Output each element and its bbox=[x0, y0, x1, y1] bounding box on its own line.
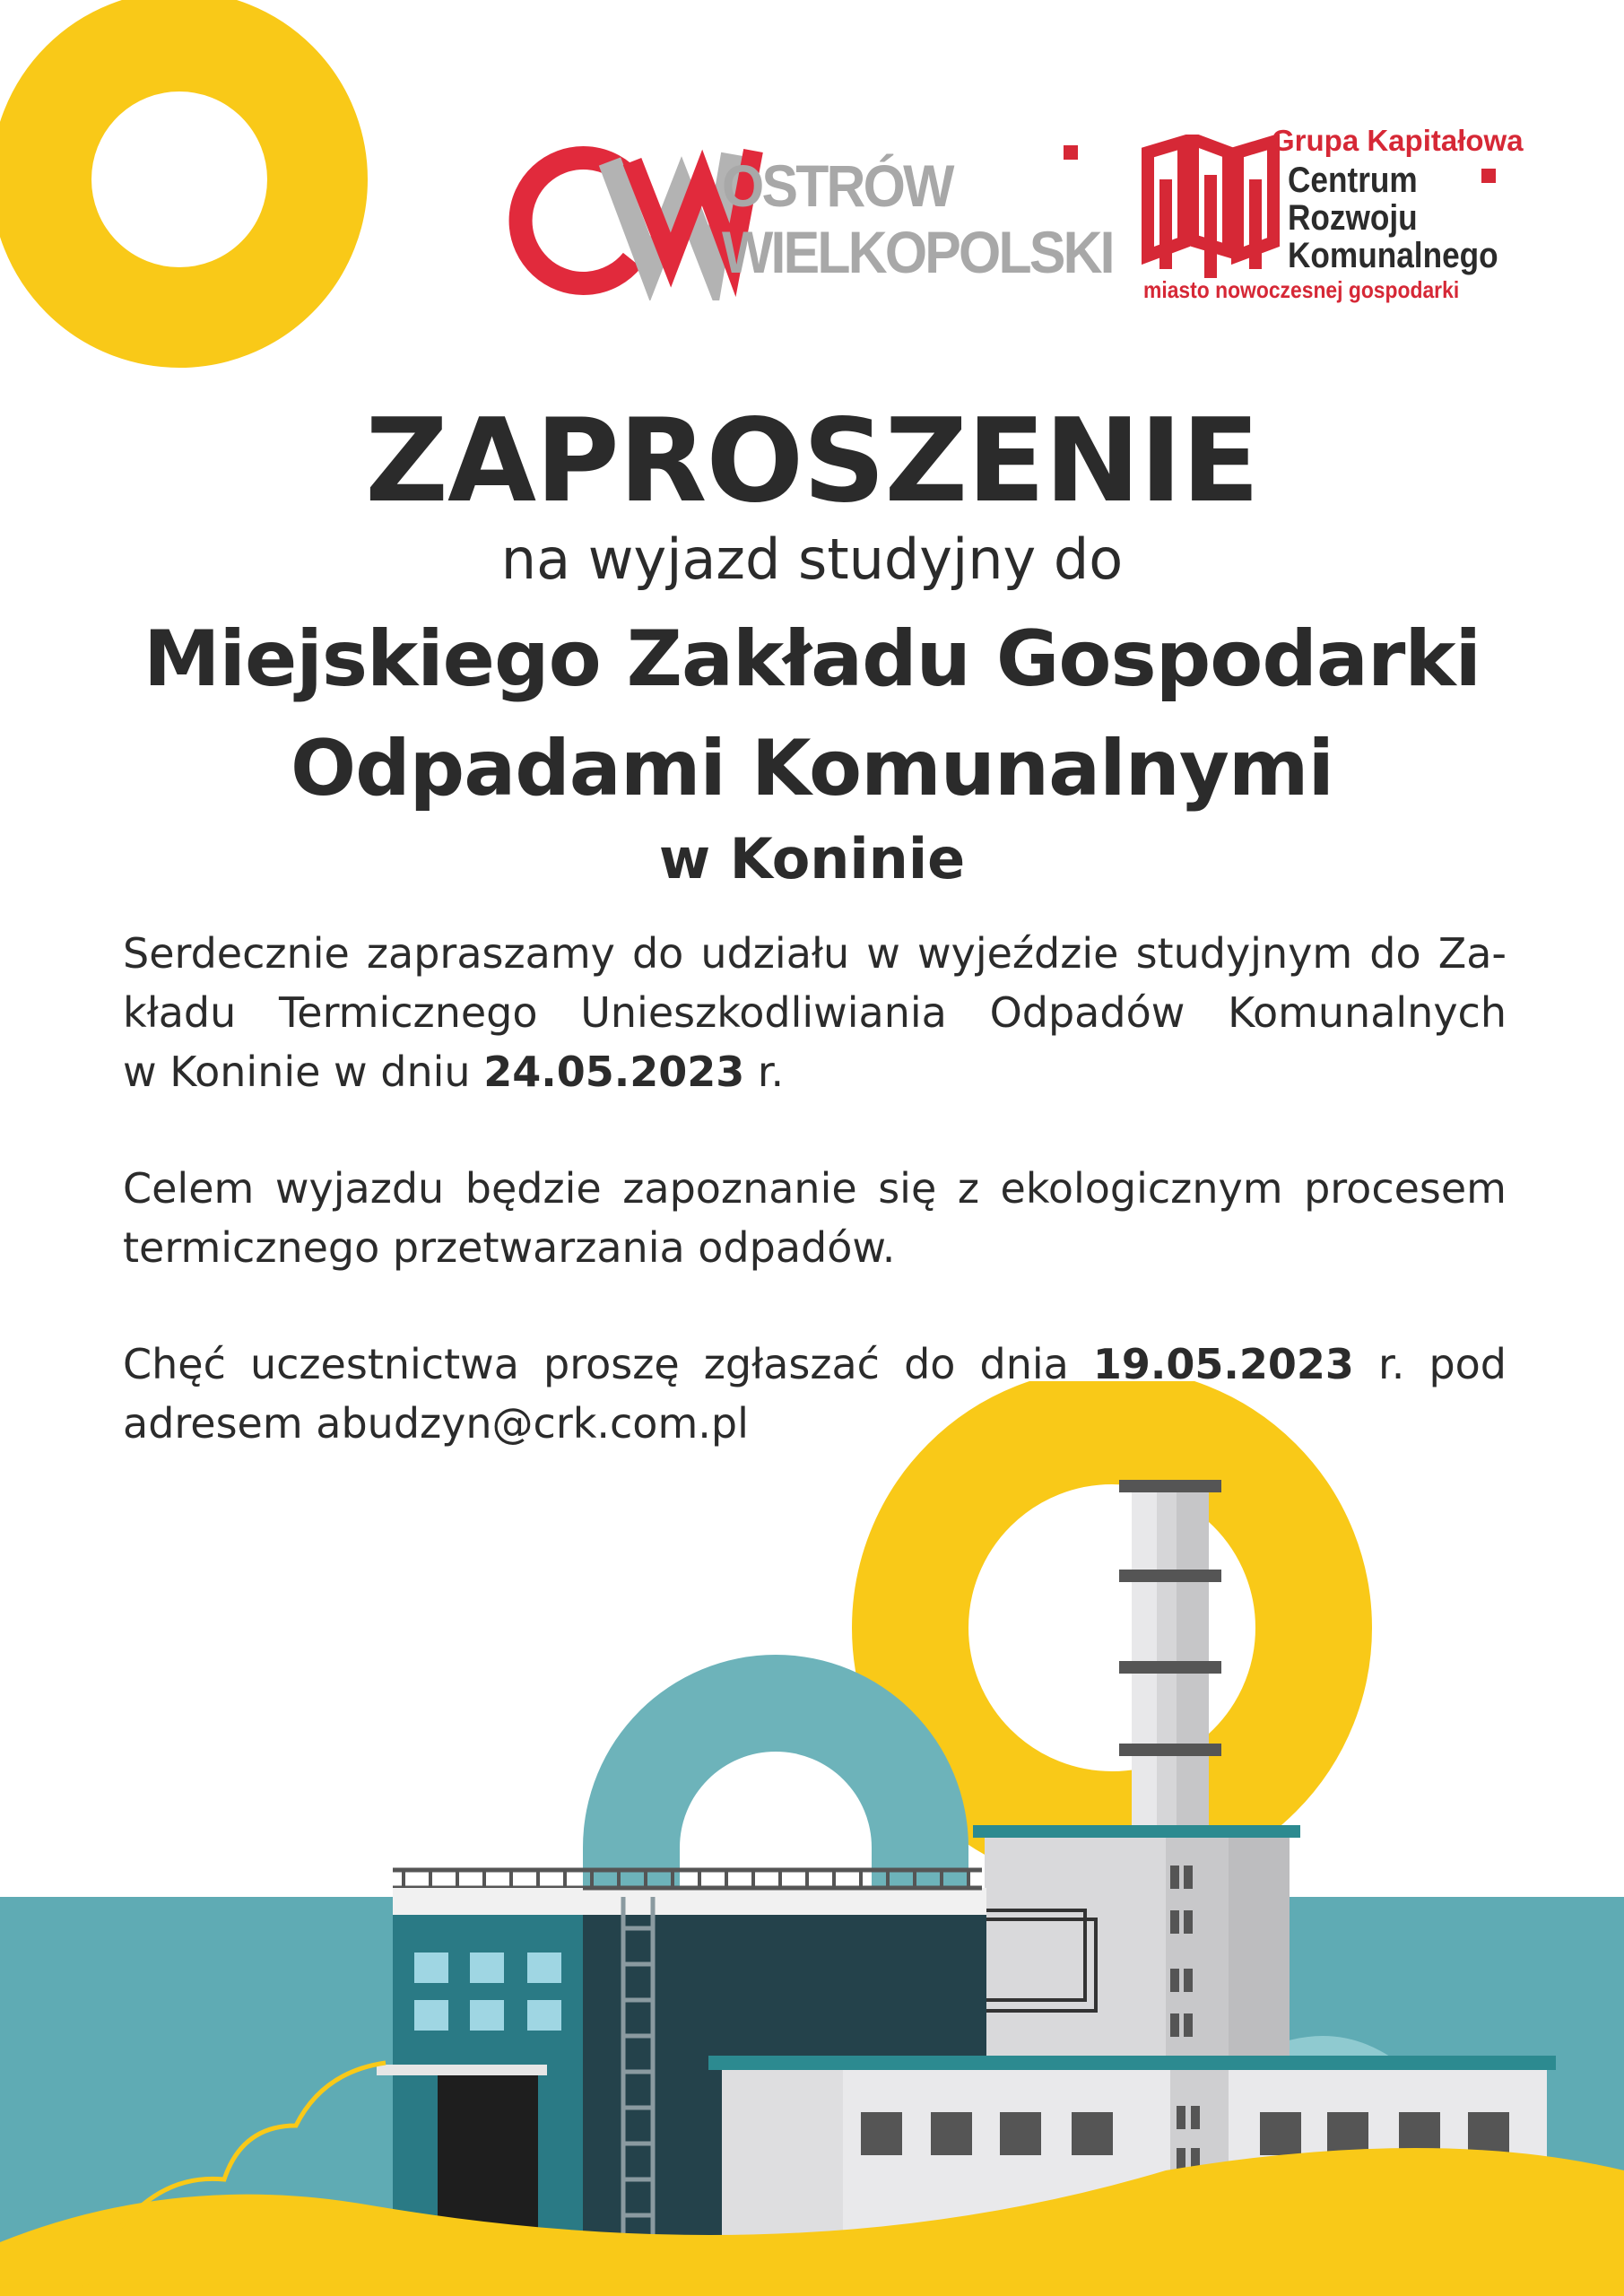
p3-line1-pre: Chęć uczestnictwa proszę zgłaszać do dnia bbox=[123, 1340, 1093, 1388]
registration-deadline: 19.05.2023 bbox=[1092, 1340, 1354, 1388]
facility-name-line2: Odpadami Komunalnymi bbox=[290, 724, 1334, 813]
p1-line3 bbox=[123, 1042, 1507, 1101]
p1-line3-post: r. bbox=[744, 1048, 785, 1096]
invitation-subtitle: na wyjazd studyjny do bbox=[500, 526, 1124, 592]
invitation-title: ZAPROSZENIE bbox=[365, 395, 1259, 528]
ostrow-red-square bbox=[1064, 145, 1078, 160]
crk-tagline: miasto nowoczesnej gospodarki bbox=[1143, 276, 1460, 303]
crk-name bbox=[1288, 161, 1498, 274]
p3-line1-post: r. pod bbox=[1353, 1340, 1507, 1388]
p1-line3-pre: w Koninie w dniu bbox=[123, 1048, 484, 1096]
plant-illustration bbox=[0, 1381, 1624, 2296]
decorative-yellow-ring bbox=[0, 0, 430, 377]
ostrow-logo-text bbox=[722, 152, 1113, 285]
paragraph-invitation bbox=[123, 924, 1507, 1101]
crk-name-line1: Centrum bbox=[1288, 161, 1418, 200]
ostrow-line1: OSTRÓW bbox=[722, 152, 952, 219]
crk-name-line2: Rozwoju bbox=[1288, 198, 1418, 238]
p1-line2: kładu Termicznego Unieszkodliwiania Odpadów Komunalnych bbox=[123, 988, 1507, 1037]
yellow-ring bbox=[910, 1426, 1314, 1830]
visit-date: 24.05.2023 bbox=[483, 1048, 745, 1096]
p1-line1: Serdecznie zapraszamy do udziału w wyjeździe studyjnym do Za- bbox=[123, 929, 1507, 978]
ostrow-line2: WIELKOPOLSKI bbox=[722, 219, 1113, 285]
crk-group-label: Grupa Kapitałowa bbox=[1272, 124, 1524, 157]
crk-name-line3: Komunalnego bbox=[1288, 236, 1498, 275]
crk-red-square bbox=[1481, 169, 1496, 183]
paragraph-purpose bbox=[123, 1159, 1507, 1277]
p3-line2: adresem abudzyn@crk.com.pl bbox=[123, 1399, 749, 1448]
facility-city: w Koninie bbox=[658, 826, 966, 891]
p2-line2: termicznego przetwarzania odpadów. bbox=[123, 1223, 896, 1272]
p2-line1: Celem wyjazdu będzie zapoznanie się z ekologicznym procesem bbox=[123, 1164, 1507, 1213]
crk-logo-mark bbox=[1139, 135, 1287, 287]
facility-name-line1: Miejskiego Zakładu Gospodarki bbox=[143, 614, 1481, 704]
